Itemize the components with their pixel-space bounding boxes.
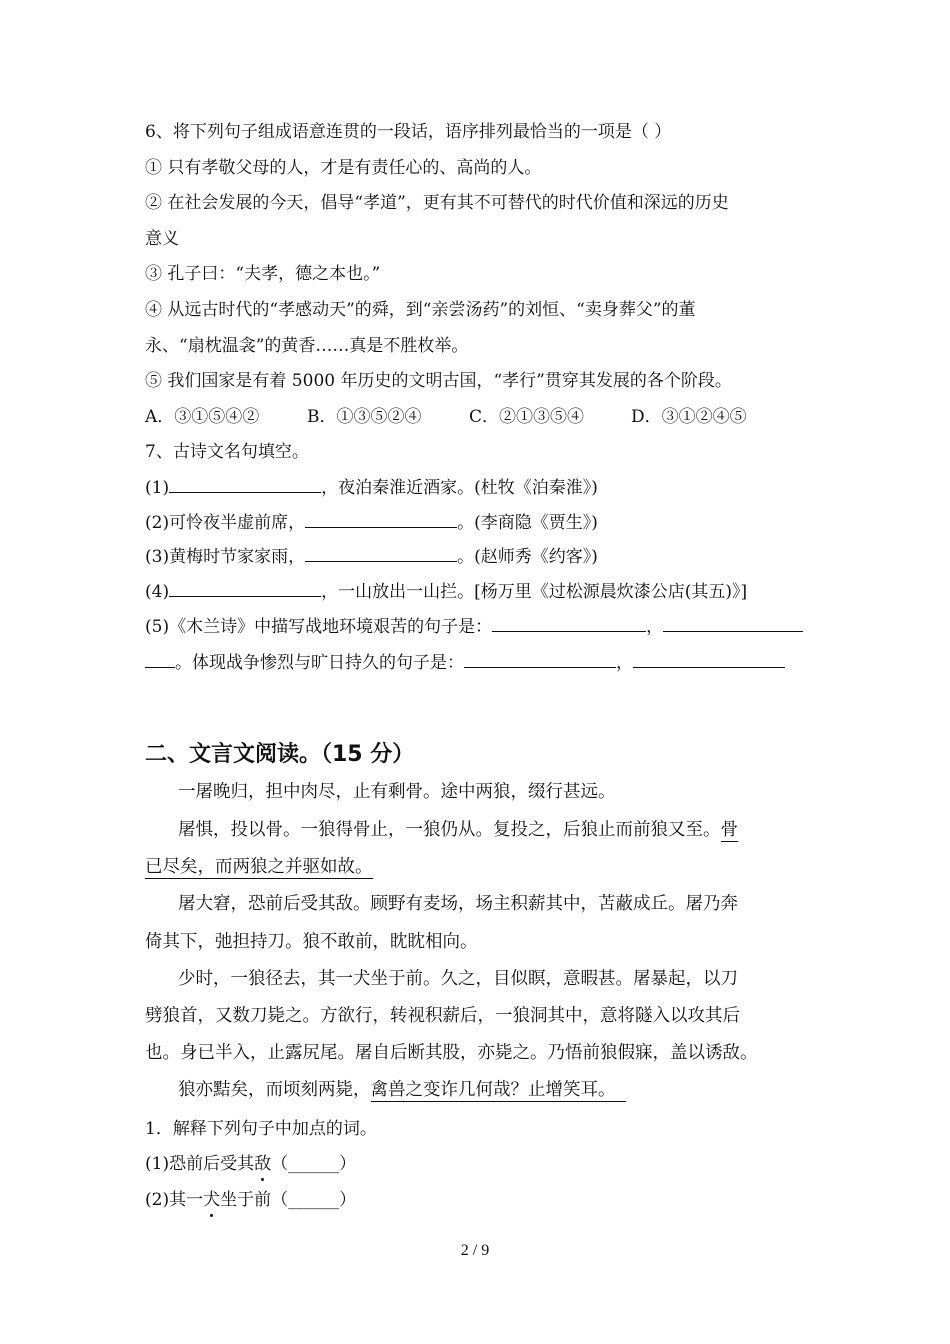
passage-p2b — [145, 855, 373, 879]
q7-5-blank-b[interactable] — [663, 614, 803, 632]
q7-4-prefix: (4) — [145, 582, 170, 602]
q7-title: 7、古诗文名句填空。 — [145, 442, 309, 462]
q6-option-d[interactable]: D．③①②④⑤ — [631, 407, 747, 427]
q6-sentence-4a: ④ 从远古时代的“孝感动天”的舜，到“亲尝汤药”的刘恒、“卖身葬父”的董 — [145, 300, 696, 320]
subq1-item-1 — [145, 1152, 356, 1176]
q7-5-comma: ， — [646, 617, 664, 637]
q6-sentence-1: ① 只有孝敬父母的人，才是有责任心的、高尚的人。 — [145, 158, 542, 178]
passage-p3b: 倚其下，弛担持刀。狼不敢前，眈眈相向。 — [145, 932, 478, 952]
q7-4-blank[interactable] — [169, 579, 321, 597]
q6-options — [145, 405, 747, 429]
q6-option-a[interactable]: A．③①⑤④② — [145, 407, 260, 427]
passage-p4c: 也。身已半入，止露尻尾。屠自后断其股，亦毙之。乃悟前狼假寐，盖以诱敌。 — [145, 1043, 758, 1063]
passage-p1: 一屠晚归，担中肉尽，止有剩骨。途中两狼，缀行甚远。 — [178, 782, 616, 802]
q6-option-c[interactable]: C．②①③⑤④ — [469, 407, 585, 427]
q7-3-blank[interactable] — [305, 544, 457, 562]
q7-line-5 — [145, 614, 803, 639]
q7-5-blank-b-cont[interactable] — [145, 650, 175, 668]
passage-p5-text: 狼亦黠矣，而顷刻两毙， — [178, 1080, 371, 1100]
q7-2-suffix: 。(李商隐《贾生》) — [457, 513, 598, 533]
passage-p2a-underlined: 骨 — [720, 820, 738, 840]
passage-p5 — [178, 1078, 626, 1102]
q7-2-blank[interactable] — [305, 510, 457, 528]
passage-p2a — [178, 818, 738, 842]
q6-sentence-4b: 永、“扇枕温衾”的黄香……真是不胜枚举。 — [145, 336, 469, 356]
passage-p4a: 少时，一狼径去，其一犬坐于前。久之，目似瞑，意暇甚。屠暴起，以刀 — [178, 969, 738, 989]
q7-line-2 — [145, 510, 598, 535]
subq1-1-prefix: (1)恐前后受其 — [145, 1154, 255, 1174]
q7-6-text: 。体现战争惨烈与旷日持久的句子是： — [175, 653, 464, 673]
q6-option-b[interactable]: B．①③⑤②④ — [307, 407, 422, 427]
subq1-2-answer[interactable]: 坐于前（______） — [220, 1190, 357, 1210]
q7-6-blank-a[interactable] — [464, 650, 616, 668]
subq1-2-prefix: (2)其一 — [145, 1190, 204, 1210]
subq1-item-2 — [145, 1188, 356, 1212]
q7-6-comma: ， — [616, 653, 633, 673]
subq1-title: 1．解释下列句子中加点的词。 — [145, 1119, 377, 1139]
q7-line-1 — [145, 475, 598, 500]
q7-4-suffix: ，一山放出一山拦。[杨万里《过松源晨炊漆公店(其五)》] — [321, 582, 748, 602]
q7-6-blank-b[interactable] — [633, 650, 785, 668]
q7-2-prefix: (2)可怜夜半虚前席， — [145, 513, 306, 533]
q6-sentence-5: ⑤ 我们国家是有着 5000 年历史的文明古国，“孝行”贯穿其发展的各个阶段。 — [145, 371, 732, 391]
q7-line-3 — [145, 544, 598, 569]
passage-p2b-underlined: 已尽矣，而两狼之并驱如故。 — [145, 857, 373, 877]
q7-line-4 — [145, 579, 747, 604]
q7-3-suffix: 。(赵师秀《约客》) — [457, 547, 598, 567]
q7-1-prefix: (1) — [145, 478, 170, 498]
q7-3-prefix: (3)黄梅时节家家雨， — [145, 547, 306, 567]
q7-5-blank-a[interactable] — [492, 614, 646, 632]
q6-title: 6、将下列句子组成语意连贯的一段话，语序排列最恰当的一项是（ ） — [145, 122, 672, 142]
subq1-1-answer[interactable]: （______） — [271, 1154, 357, 1174]
passage-p3a: 屠大窘，恐前后受其敌。顾野有麦场，场主积薪其中，苫蔽成丘。屠乃奔 — [178, 894, 738, 914]
passage-p2a-text: 屠惧，投以骨。一狼得骨止，一狼仍从。复投之，后狼止而前狼又至。 — [178, 820, 721, 840]
q7-5-prefix: (5)《木兰诗》中描写战地环境艰苦的句子是： — [145, 617, 493, 637]
q7-line-6 — [145, 650, 785, 675]
q6-sentence-2b: 意义 — [145, 229, 179, 249]
page-number: 2 / 9 — [460, 1242, 490, 1259]
section2-heading: 二、文言文阅读。（15 分） — [145, 742, 415, 767]
subq1-2-dotted-word: 犬 — [203, 1190, 221, 1210]
passage-p4b: 劈狼首，又数刀毙之。方欲行，转视积薪后，一狼洞其中，意将隧入以攻其后 — [145, 1006, 740, 1026]
subq1-1-dotted-word: 敌 — [254, 1154, 272, 1174]
q7-1-suffix: ，夜泊秦淮近酒家。(杜牧《泊秦淮》) — [321, 478, 598, 498]
q7-1-blank[interactable] — [169, 475, 321, 493]
passage-p5-underlined: 禽兽之变诈几何哉？止增笑耳。 — [371, 1080, 626, 1102]
q6-sentence-2a: ② 在社会发展的今天，倡导“孝道”，更有其不可替代的时代价值和深远的历史 — [145, 193, 729, 213]
q6-sentence-3: ③ 孔子曰：“夫孝，德之本也。” — [145, 264, 381, 284]
